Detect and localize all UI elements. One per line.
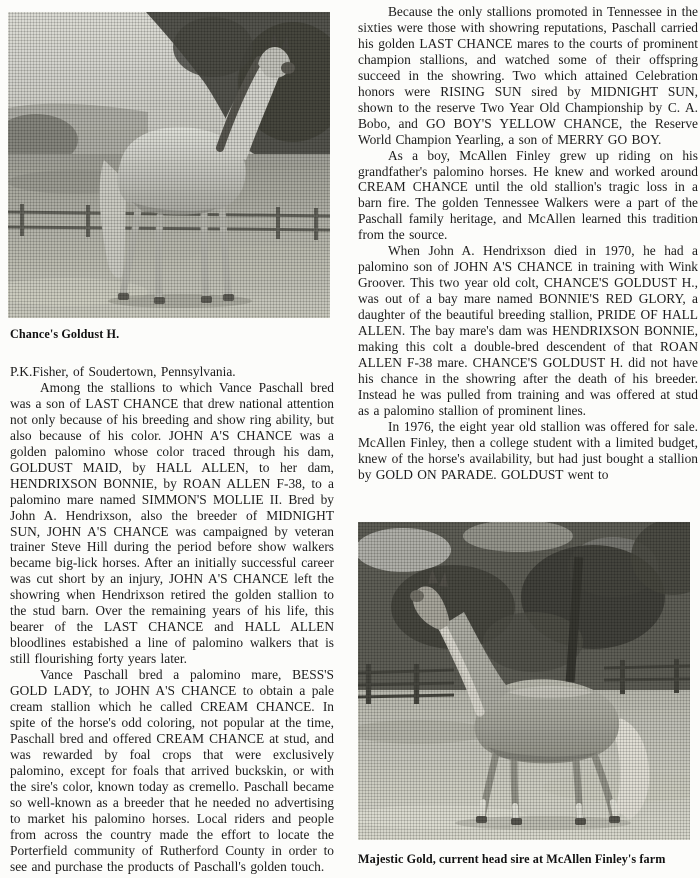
photo-chances-goldust-h [8, 12, 330, 318]
paragraph-fisher: P.K.Fisher, of Soudertown, Pennsylvania. [10, 364, 236, 379]
horse-photo-illustration [8, 12, 330, 318]
right-text-column [358, 4, 698, 483]
photo-majestic-gold [358, 522, 690, 840]
paragraph-mcallen-boyhood: As a boy, McAllen Finley grew up riding on his grandfather's palomino horses. He knew and worked around CREAM CHANCE until the old stallion's tragic loss in a barn fire. The golden Tennessee Walkers were a part of the Paschall family heritage, and McAllen learned this tradition from the source. [358, 147, 698, 243]
paragraph-1976-sale: In 1976, the eight year old stallion was offered for sale. McAllen Finley, then a college student with a limited budget, knew of the horse's availability, but had just bought a stallion by GOLD ON PARADE. GOLDUST went to [358, 418, 698, 482]
photo-caption-right: Majestic Gold, current head sire at McAllen Finley's farm [358, 852, 666, 866]
paragraph-celebration-honors: Because the only stallions promoted in Tennessee in the sixties were those with showring reputations, Paschall carried his golden LAST CHANCE mares to the courts of prominent champion stallions, and watched some of their offspring succeed in the showring. Two which attained Celebration honors were RISING SUN sired by MIDNIGHT SUN, shown to the reserve Two Year Old Championship by C. A. Bobo, and GO BOY'S YELLOW CHANCE, the Reserve World Champion Yearling, a son of MERRY GO BOY. [358, 4, 698, 147]
horse-photo-illustration [358, 522, 690, 840]
paragraph-cream-chance: Vance Paschall bred a palomino mare, BESS'S GOLD LADY, to JOHN A'S CHANCE to obtain a pale cream stallion which he called CREAM CHANCE. In spite of the horse's odd coloring, not popular at the time, Paschall bred and offered CREAM CHANCE at stud, and was rewarded by foal crops that were exclusively palomino, except for foals that arrived buckskin, or with the sire's color, known today as cremello. Paschall became so well-known as a breeder that he needed no advertising to market his palomino horses. Local riders and people from across the country made the effort to locate the Porterfield community of Rutherford County in order to see and purchase the products of Paschall's golden touch. [10, 667, 334, 874]
paragraph-goldust-colt: When John A. Hendrixson died in 1970, he had a palomino son of JOHN A'S CHANCE in training with Wink Groover. This two year old colt, CHANCE'S GOLDUST H., was out of a bay mare named BONNIE'S RED GLORY, a daughter of the beautiful breeding stallion, PRIDE OF HALL ALLEN. The bay mare's dam was HENDRIXSON BONNIE, making this colt a double-bred descendent of that ROAN ALLEN F-38 mare. CHANCE'S GOLDUST H. did not have his chance in the showring after the death of his breeder. Instead he was pulled from training and was offered at stud as a palomino stallion of prominent lines. [358, 243, 698, 418]
photo-caption-left: Chance's Goldust H. [10, 327, 120, 341]
left-text-column [10, 364, 334, 875]
paragraph-john-as-chance: Among the stallions to which Vance Paschall bred was a son of LAST CHANCE that drew national attention not only because of his breeding and show ring ability, but also because of his color. JOHN A'S CHANCE was a golden palomino whose color traced through his dam, GOLDUST MAID, by HALL ALLEN, to her dam, HENDRIXSON BONNIE, by ROAN ALLEN F-38, to a palomino mare named SIMMON'S MOLLIE II. Bred by John A. Hendrixson, also the breeder of MIDNIGHT SUN, JOHN A'S CHANCE was campaigned by veteran trainer Steve Hill during the period before show walkers became big-lick horses. After an initially successful career was cut short by an injury, JOHN A'S CHANCE left the showring when Hendrixson retired the golden stallion to the stud barn. Over the remaining years of his life, this bearer of the LAST CHANCE and HALL ALLEN bloodlines estabished a line of palomino walkers that is still flourishing forty years later. [10, 379, 334, 667]
